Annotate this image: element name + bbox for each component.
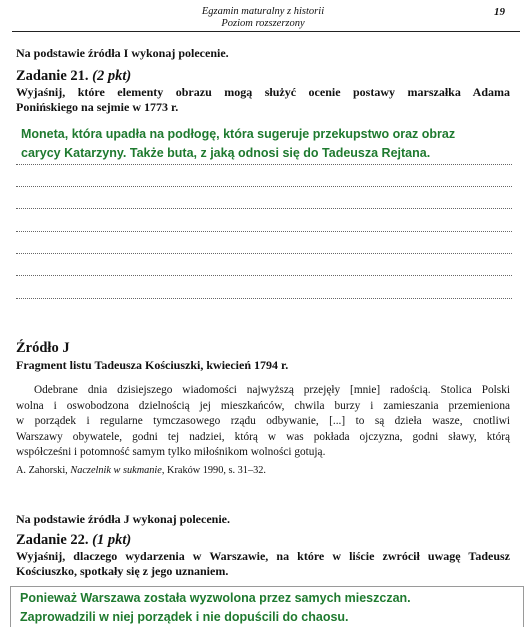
- source-j-line: Odebrane dnia dzisiejszego wiadomości najwyższą przejęły [mnie] radością. Stolica Polski: [34, 384, 510, 396]
- exam-title: Egzamin maturalny z historii: [201, 6, 325, 17]
- task21-question-line: Wyjaśnij, które elementy obrazu mogą służyć ocenie postawy marszałka Adama: [16, 85, 510, 99]
- source-j-citation: [16, 465, 266, 476]
- task22-question: [16, 549, 510, 579]
- source-j-line: w porządek i regularne tymczasowego rządu odbywanie, [...] to są dzieła wasze, cnotliwi: [16, 415, 510, 427]
- answer-dotted-line: [16, 298, 512, 299]
- task21-answer-line[interactable]: carycy Katarzyny. Także buta, z jaką odnosi się do Tadeusza Rejtana.: [21, 146, 431, 160]
- task22-question-line: Wyjaśnij, dlaczego wydarzenia w Warszawie, na które w liście zwrócił uwagę Tadeusz: [16, 549, 510, 563]
- task21-answer-line[interactable]: Moneta, która upadła na podłogę, która sugeruje przekupstwo oraz obraz: [21, 127, 456, 141]
- task22-heading: [16, 532, 131, 549]
- source-j-line: wolna i oswobodzona dzielnością jej mieszkańców, chwila burzy i zamieszania przemieniona: [16, 399, 510, 412]
- citation-details: , Kraków 1990, s. 31–32.: [161, 465, 266, 476]
- task22-label: Zadanie 22.: [16, 532, 89, 548]
- source-j-line: Warszawy obywatele, godni tej nadziei, którą w was pokłada ojczyzna, godni sławy, którą: [16, 430, 510, 443]
- source-j-text: [16, 383, 510, 461]
- task21-question: [16, 85, 510, 115]
- answer-dotted-line: [16, 253, 512, 254]
- citation-work: Naczelnik w sukmanie: [70, 465, 162, 476]
- answer-dotted-line: [16, 231, 512, 232]
- source-j-heading: Źródło J: [16, 340, 70, 356]
- task22-answer-line[interactable]: Ponieważ Warszawa została wyzwolona przez samych mieszczan.: [20, 591, 411, 605]
- task22-question-line: Kościuszko, spotkały się z jego uznaniem.: [16, 564, 229, 578]
- task22-points: (1 pkt): [92, 532, 132, 548]
- page-number: 19: [494, 6, 505, 18]
- answer-dotted-line: [16, 275, 512, 276]
- header-rule: [12, 31, 520, 32]
- citation-author: A. Zahorski,: [16, 465, 68, 476]
- exam-level: Poziom rozszerzony: [221, 18, 305, 29]
- task21-question-line: Ponińskiego na sejmie w 1773 r.: [16, 100, 179, 114]
- source-j-line: współcześni i potomność samym tylko miłośnikom wolności gotują.: [16, 446, 326, 458]
- task22-answer-line[interactable]: Zaprowadzili w niej porządek i nie dopuścili do chaosu.: [20, 610, 349, 624]
- task21-instruction: Na podstawie źródła I wykonaj polecenie.: [16, 46, 229, 60]
- task21-heading: [16, 68, 131, 85]
- answer-dotted-line: [16, 208, 512, 209]
- answer-dotted-line: [16, 186, 512, 187]
- source-j-title: Fragment listu Tadeusza Kościuszki, kwiecień 1794 r.: [16, 358, 289, 372]
- task21-label: Zadanie 21.: [16, 68, 89, 84]
- task21-points: (2 pkt): [92, 68, 132, 84]
- task22-instruction: Na podstawie źródła J wykonaj polecenie.: [16, 512, 230, 526]
- answer-dotted-line: [16, 164, 512, 165]
